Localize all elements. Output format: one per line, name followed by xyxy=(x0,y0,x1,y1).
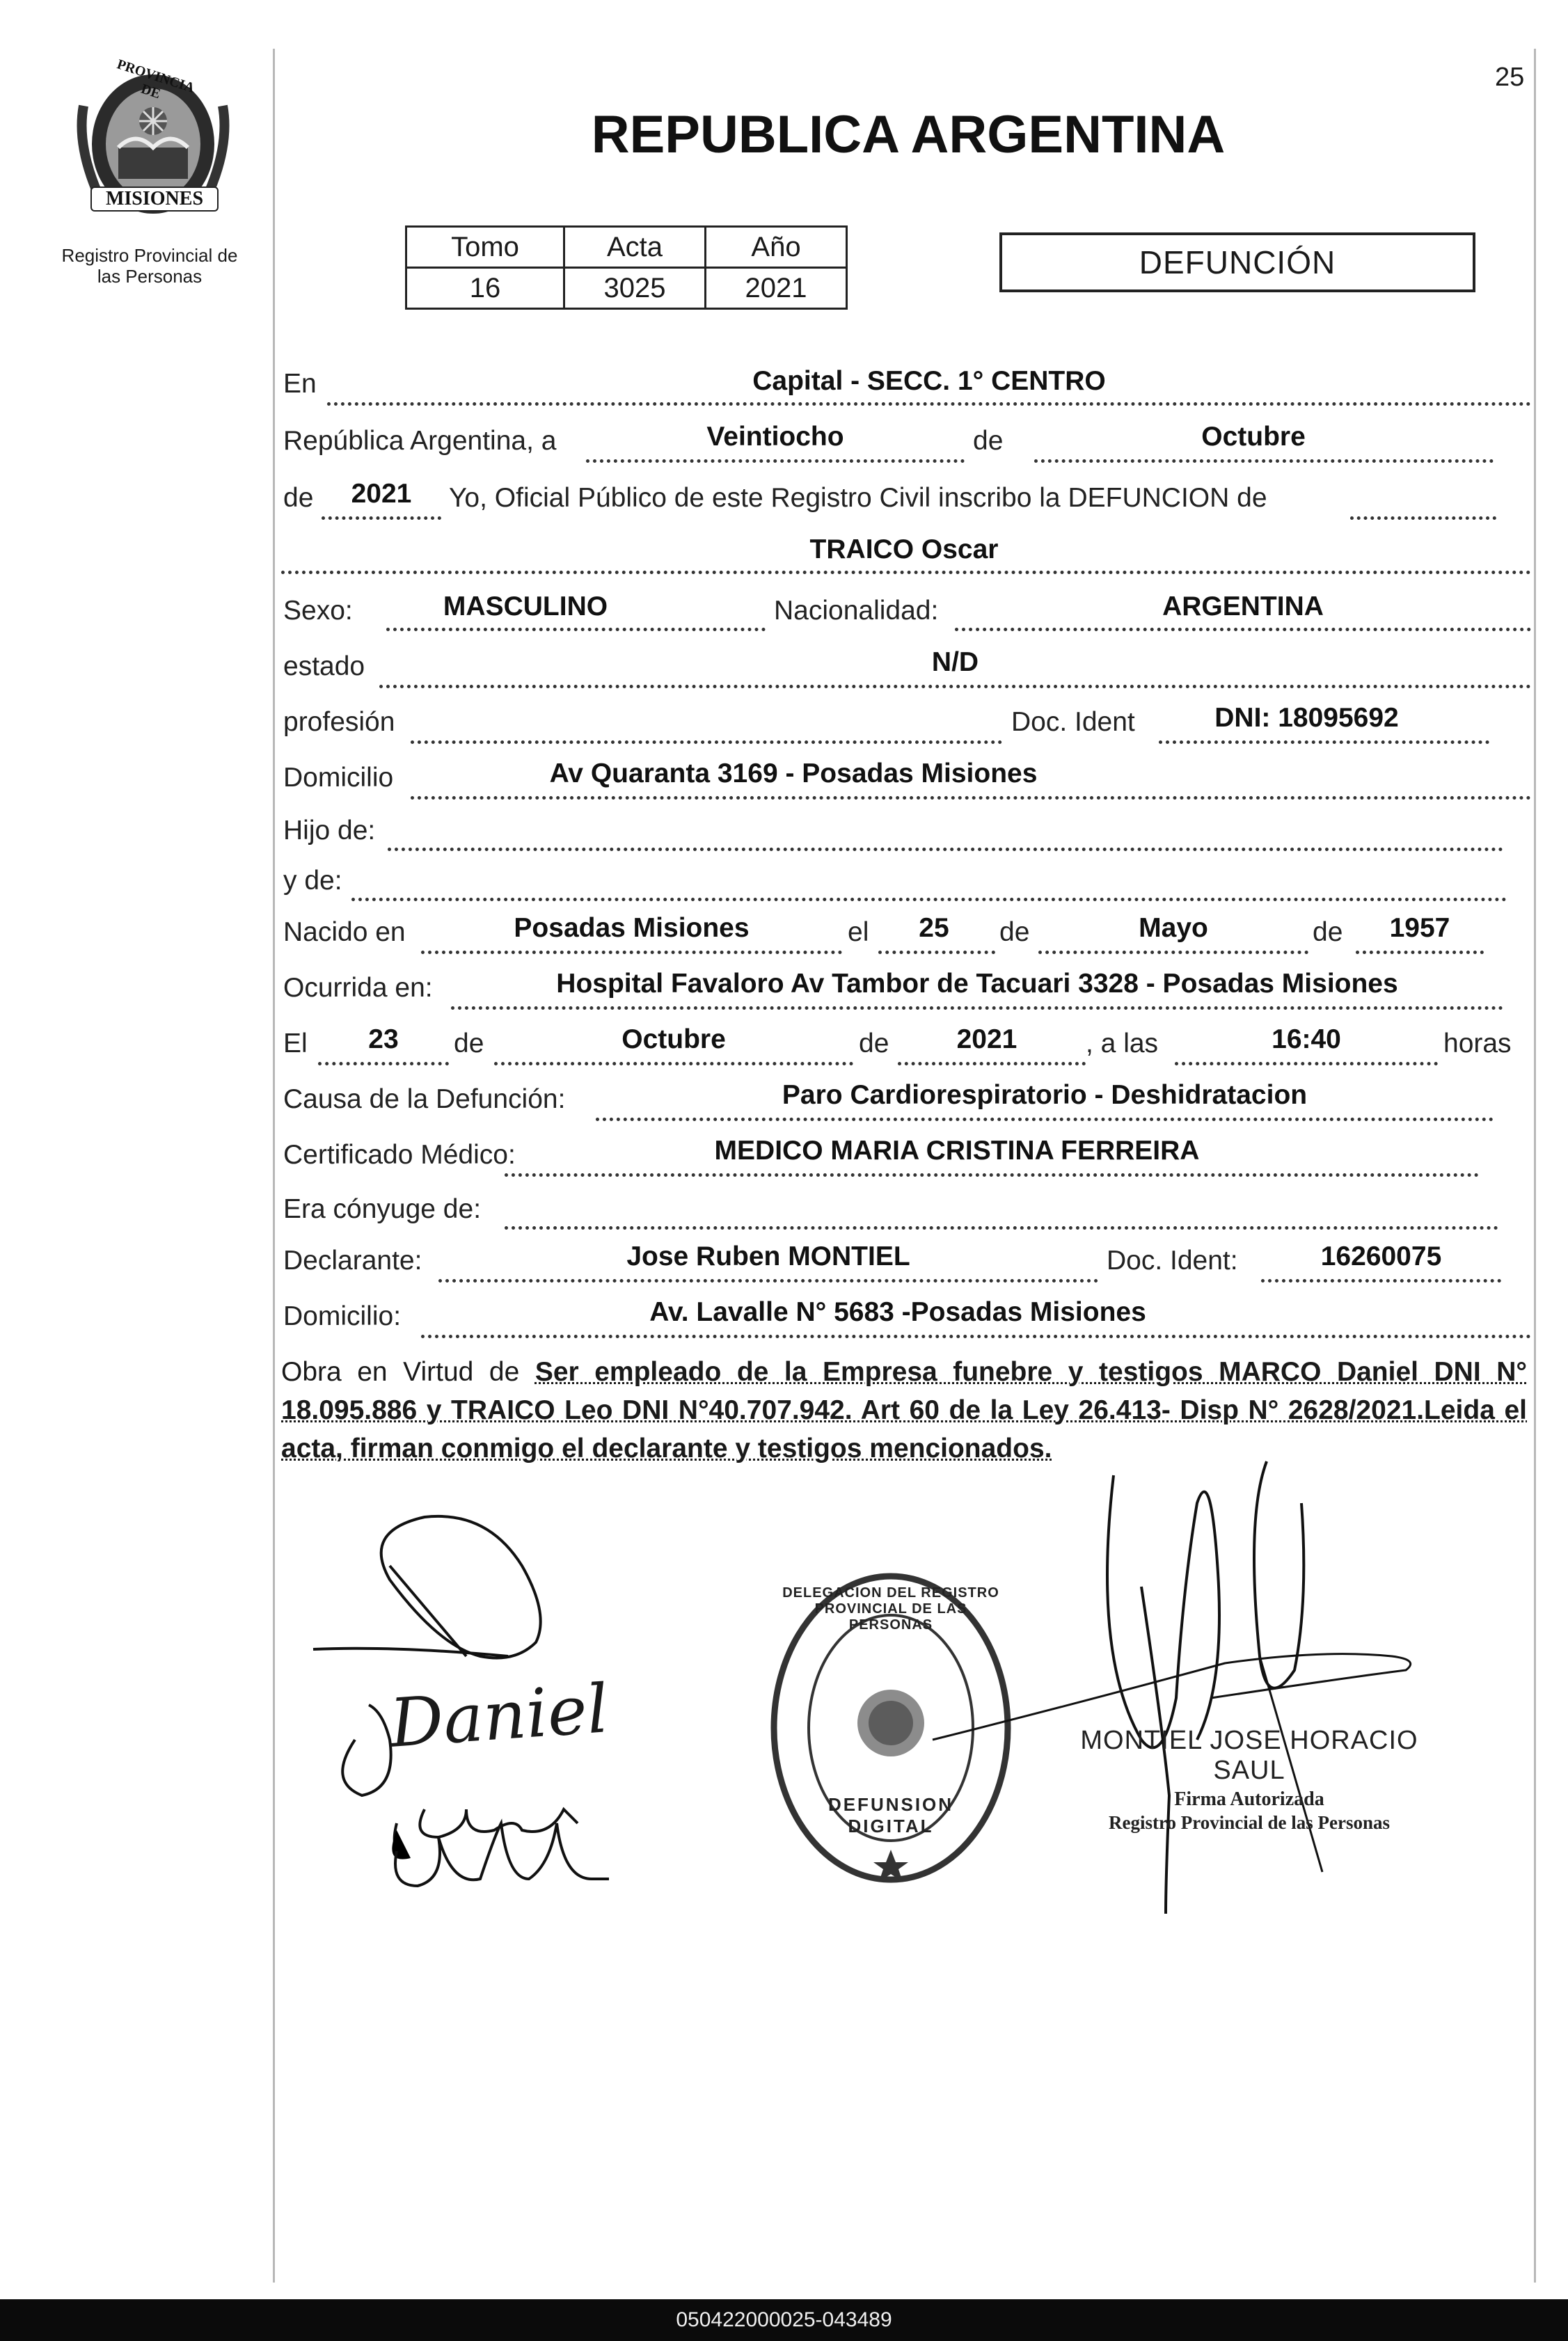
label-horas: horas xyxy=(1443,1029,1512,1058)
label-declarante-doc: Doc. Ident: xyxy=(1107,1246,1238,1276)
dots-def-dia xyxy=(318,1062,449,1065)
right-margin-line xyxy=(1534,49,1536,2283)
official-stamp-inner-text: DEFUNSION DIGITAL xyxy=(827,1794,954,1836)
label-en: En xyxy=(283,369,317,399)
field-nac-anio: 1957 xyxy=(1389,913,1450,943)
label-sexo: Sexo: xyxy=(283,596,353,626)
header-anio: Año xyxy=(706,227,847,268)
label-nacionalidad: Nacionalidad: xyxy=(774,596,939,626)
label-de-def-2: de xyxy=(859,1029,889,1058)
dots-profesion xyxy=(411,740,1002,744)
officer-stamp-line3: Registro Provincial de las Personas xyxy=(1109,1812,1390,1833)
label-el-def: El xyxy=(283,1029,308,1058)
label-estado: estado xyxy=(283,651,365,681)
dots-hijo-de xyxy=(388,848,1503,851)
label-a-las: , a las xyxy=(1086,1029,1159,1058)
footer-code-bar xyxy=(0,2299,1568,2341)
label-de-nac-2: de xyxy=(1313,917,1343,947)
field-causa: Paro Cardiorespiratorio - Deshidratacion xyxy=(782,1080,1308,1110)
field-obra-text: Ser empleado de la Empresa funebre y testigos MARCO Daniel DNI N° 18.095.886 y TRAICO Leo DNI N°40.707.942. Art 60 de la Ley 26.413- Disp N° 2628/2021.Leida el acta, firman conmigo el declarante y testigos mencionados. xyxy=(281,1357,1527,1463)
dots-domicilio xyxy=(411,796,1531,800)
field-def-dia: 23 xyxy=(368,1024,399,1054)
dots-nac-dia xyxy=(878,951,995,954)
field-def-mes: Octubre xyxy=(621,1024,726,1054)
field-declarante-domicilio: Av. Lavalle N° 5683 -Posadas Misiones xyxy=(649,1297,1146,1327)
dots-declarante-domicilio xyxy=(421,1335,1531,1338)
registry-name-line1: Registro Provincial de xyxy=(61,245,238,266)
page-title: REPUBLICA ARGENTINA xyxy=(591,105,1226,164)
officer-stamp-line2: Firma Autorizada xyxy=(1174,1788,1324,1810)
dots-fallecido xyxy=(281,571,1531,574)
field-mes: Octubre xyxy=(1201,422,1306,452)
official-stamp-ring-text: DELEGACION DEL REGISTRO PROVINCIAL DE LAS PERSONAS xyxy=(782,1585,999,1633)
field-nac-dia: 25 xyxy=(919,913,949,943)
dots-estado xyxy=(379,685,1531,688)
record-type-box: DEFUNCIÓN xyxy=(999,232,1475,292)
dots-def-hora xyxy=(1175,1062,1438,1065)
label-ocurrida-en: Ocurrida en: xyxy=(283,973,433,1003)
dots-sexo xyxy=(386,628,766,631)
header-tomo: Tomo xyxy=(406,227,564,268)
label-de-def-1: de xyxy=(454,1029,484,1058)
field-certificado: MEDICO MARIA CRISTINA FERREIRA xyxy=(714,1136,1200,1166)
label-conyuge: Era cónyuge de: xyxy=(283,1194,482,1224)
label-republica-a: República Argentina, a xyxy=(283,426,557,456)
dots-conyuge xyxy=(505,1226,1498,1230)
dots-def-anio xyxy=(898,1062,1086,1065)
field-fallecido: TRAICO Oscar xyxy=(809,534,999,564)
field-anio: 2021 xyxy=(351,479,412,509)
value-tomo: 16 xyxy=(406,268,564,309)
field-domicilio: Av Quaranta 3169 - Posadas Misiones xyxy=(549,759,1038,788)
reference-table-value-row xyxy=(406,268,847,309)
label-certificado: Certificado Médico: xyxy=(283,1140,516,1170)
label-y-de: y de: xyxy=(283,866,342,896)
field-def-anio: 2021 xyxy=(956,1024,1017,1054)
officer-signature xyxy=(933,1447,1420,1949)
second-witness-signature xyxy=(390,1809,612,1893)
label-declarante-domicilio: Domicilio: xyxy=(283,1301,402,1331)
page-number: 25 xyxy=(1495,63,1525,92)
field-sexo: MASCULINO xyxy=(443,592,608,621)
dots-declarante-doc xyxy=(1261,1279,1501,1283)
field-nacionalidad: ARGENTINA xyxy=(1162,592,1324,621)
dots-anio xyxy=(322,516,441,520)
header-acta: Acta xyxy=(564,227,706,268)
registry-name-line2: las Personas xyxy=(97,266,203,287)
field-estado: N/D xyxy=(931,647,979,677)
dots-y-de xyxy=(351,898,1507,901)
left-margin-line xyxy=(273,49,275,2283)
field-declarante-doc: 16260075 xyxy=(1320,1241,1442,1271)
label-yo-oficial: Yo, Oficial Público de este Registro Civil inscribo la DEFUNCION de xyxy=(449,483,1267,513)
field-def-hora: 16:40 xyxy=(1272,1024,1341,1054)
dots-causa xyxy=(596,1118,1494,1121)
dots-nacido-en xyxy=(421,951,842,954)
dots-lugar xyxy=(327,402,1531,406)
label-profesion: profesión xyxy=(283,707,395,737)
label-causa: Causa de la Defunción: xyxy=(283,1084,566,1114)
label-de-2: de xyxy=(283,483,314,513)
label-hijo-de: Hijo de: xyxy=(283,816,376,846)
reference-table-header-row xyxy=(406,227,847,268)
officer-stamp-name: MONTIEL JOSE HORACIO SAUL xyxy=(1080,1726,1418,1785)
dots-certificado xyxy=(505,1173,1479,1177)
label-obra: Obra en Virtud de xyxy=(281,1357,520,1387)
value-anio: 2021 xyxy=(706,268,847,309)
value-acta: 3025 xyxy=(564,268,706,309)
reference-table xyxy=(405,225,848,310)
seal-text-bottom: MISIONES xyxy=(90,187,219,212)
dots-inscribo-end xyxy=(1350,516,1496,520)
footer-code: 050422000025-043489 xyxy=(676,2308,892,2331)
dots-declarante xyxy=(438,1279,1098,1283)
field-nac-mes: Mayo xyxy=(1139,913,1208,943)
label-nacido-en: Nacido en xyxy=(283,917,406,947)
officer-stamp xyxy=(1075,1726,1423,1834)
registry-name xyxy=(35,245,264,287)
field-doc-ident: DNI: 18095692 xyxy=(1214,703,1399,733)
label-doc-ident: Doc. Ident xyxy=(1011,707,1135,737)
label-de-1: de xyxy=(973,426,1004,456)
label-el-nac: el xyxy=(848,917,869,947)
dots-doc-ident xyxy=(1159,740,1489,744)
field-nacido-en: Posadas Misiones xyxy=(514,913,750,943)
label-de-nac-1: de xyxy=(999,917,1030,947)
field-ocurrida-en: Hospital Favaloro Av Tambor de Tacuari 3328 - Posadas Misiones xyxy=(556,969,1398,999)
dots-dia xyxy=(586,459,965,463)
field-dia-letras: Veintiocho xyxy=(706,422,844,452)
field-lugar: Capital - SECC. 1° CENTRO xyxy=(752,366,1106,396)
seal-text-top: PROVINCIA DE xyxy=(115,56,197,102)
dots-nac-anio xyxy=(1356,951,1484,954)
dots-ocurrida-en xyxy=(451,1006,1503,1010)
field-declarante: Jose Ruben MONTIEL xyxy=(626,1241,910,1271)
label-declarante: Declarante: xyxy=(283,1246,422,1276)
dots-nac-mes xyxy=(1038,951,1308,954)
label-domicilio: Domicilio xyxy=(283,763,394,793)
provincial-seal-logo xyxy=(70,56,237,224)
dots-nacionalidad xyxy=(955,628,1531,631)
dots-def-mes xyxy=(494,1062,853,1065)
witness-signature-name: Daniel xyxy=(387,1669,611,1763)
dots-mes xyxy=(1034,459,1494,463)
